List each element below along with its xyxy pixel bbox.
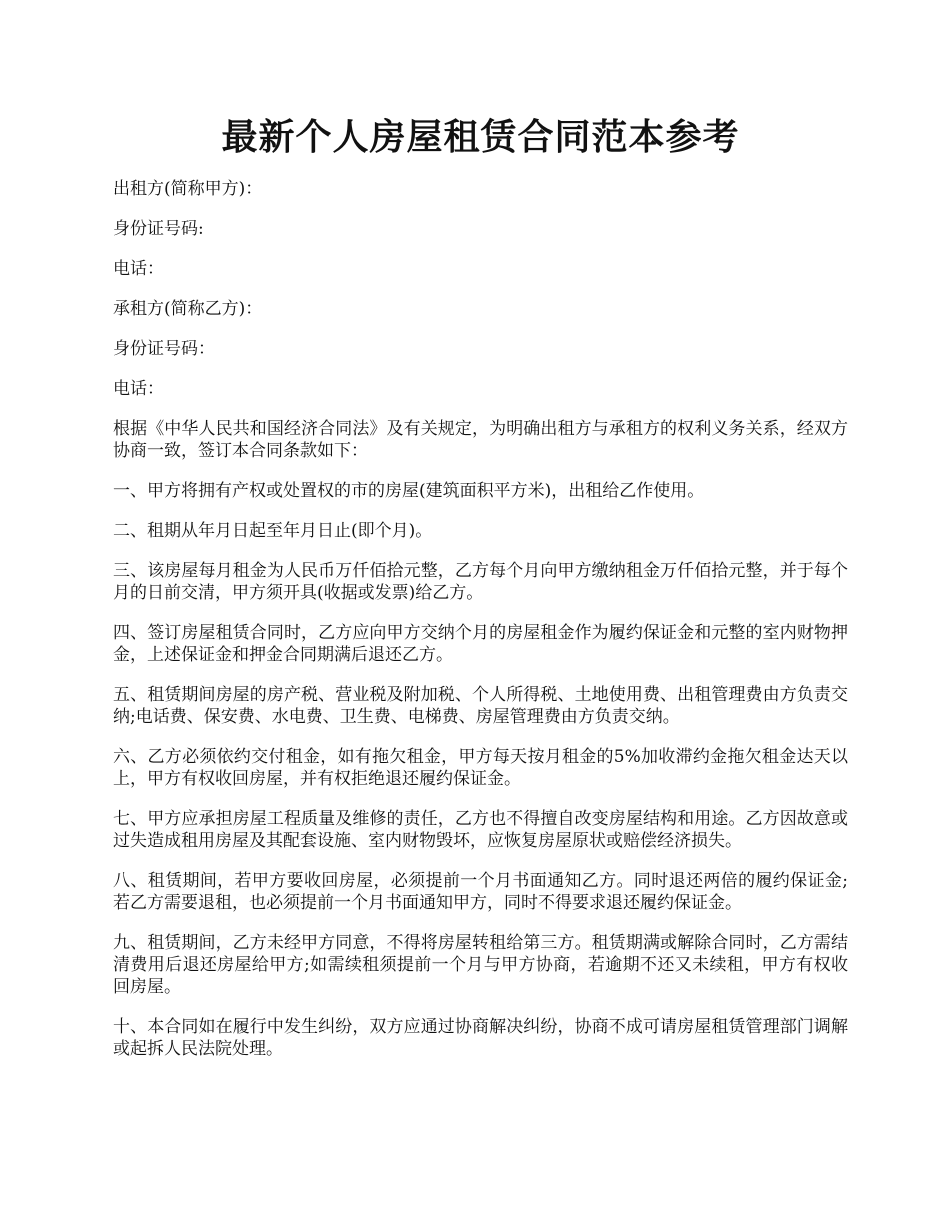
lessor-phone-field: 电话： bbox=[113, 259, 164, 279]
lessor-id-number-field: 身份证号码: bbox=[113, 219, 204, 239]
clause-4: 四、签订房屋租赁合同时，乙方应向甲方交纳个月的房屋租金作为履约保证金和元整的室内财物押金，上述保证金和押金合同期满后退还乙方。 bbox=[113, 623, 848, 665]
clause-2: 二、租期从年月日起至年月日止(即个月)。 bbox=[113, 521, 433, 541]
preamble-paragraph: 根据《中华人民共和国经济合同法》及有关规定，为明确出租方与承租方的权利义务关系，经双方协商一致，签订本合同条款如下： bbox=[113, 419, 848, 461]
document-title: 最新个人房屋租赁合同范本参考 bbox=[221, 116, 740, 158]
lessee-id-number-field: 身份证号码： bbox=[113, 339, 215, 359]
clause-5: 五、租赁期间房屋的房产税、营业税及附加税、个人所得税、土地使用费、出租管理费由方负责交纳;电话费、保安费、水电费、卫生费、电梯费、房屋管理费由方负责交纳。 bbox=[113, 685, 848, 727]
clause-3: 三、该房屋每月租金为人民币万仟佰拾元整，乙方每个月向甲方缴纳租金万仟佰拾元整，并于每个月的日前交清，甲方须开具(收据或发票)给乙方。 bbox=[113, 561, 848, 603]
clause-7: 七、甲方应承担房屋工程质量及维修的责任，乙方也不得擅自改变房屋结构和用途。乙方因故意或过失造成租用房屋及其配套设施、室内财物毁坏，应恢复房屋原状或赔偿经济损失。 bbox=[113, 809, 848, 851]
clause-6: 六、乙方必须依约交付租金，如有拖欠租金，甲方每天按月租金的5%加收滞约金拖欠租金达天以上，甲方有权收回房屋，并有权拒绝退还履约保证金。 bbox=[113, 747, 848, 789]
clause-10: 十、本合同如在履行中发生纠纷，双方应通过协商解决纠纷，协商不成可请房屋租赁管理部门调解或起拆人民法院处理。 bbox=[113, 1017, 848, 1059]
lessee-phone-field: 电话： bbox=[113, 379, 164, 399]
document-page bbox=[113, 0, 848, 1060]
clause-1: 一、甲方将拥有产权或处置权的市的房屋(建筑面积平方米)，出租给乙作使用。 bbox=[113, 481, 705, 501]
clause-9: 九、租赁期间，乙方未经甲方同意，不得将房屋转租给第三方。租赁期满或解除合同时，乙方需结清费用后退还房屋给甲方;如需续租须提前一个月与甲方协商，若逾期不还又未续租，甲方有权收回房屋。 bbox=[113, 933, 848, 997]
lessor-field: 出租方(简称甲方)： bbox=[113, 179, 263, 199]
lessee-field: 承租方(简称乙方)： bbox=[113, 299, 263, 319]
clause-8: 八、租赁期间，若甲方要收回房屋，必须提前一个月书面通知乙方。同时退还两倍的履约保证金;若乙方需要退租，也必须提前一个月书面通知甲方，同时不得要求退还履约保证金。 bbox=[113, 871, 848, 913]
